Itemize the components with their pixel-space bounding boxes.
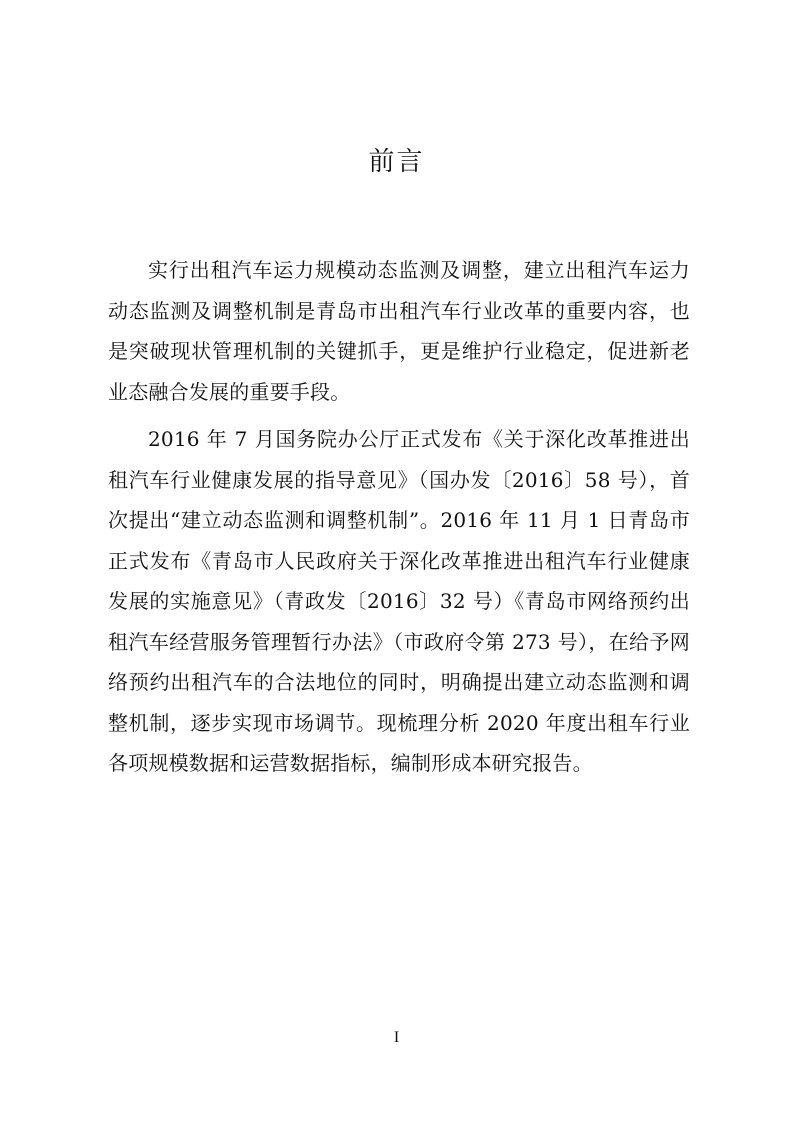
body-text <box>108 250 690 791</box>
page-title: 前言 <box>368 147 425 177</box>
page-number: I <box>393 1029 400 1046</box>
paragraph-2: 2016 年 7 月国务院办公厅正式发布《关于深化改革推进出租汽车行业健康发展的指导意见》（国办发〔2016〕58 号），首次提出“建立动态监测和调整机制”。2016 年 11 月 1 日青岛市正式发布《青岛市人民政府关于深化改革推进出租汽车行业健康发展的实施意见》（青政发〔2016〕32 号）《青岛市网络预约出租汽车经营服务管理暂行办法》（市政府令第 273 号），在给予网络预约出租汽车的合法地位的同时，明确提出建立动态监测和调整机制，逐步实现市场调节。现梳理分析 2020 年度出租车行业各项规模数据和运营数据指标，编制形成本研究报告。 <box>108 427 690 775</box>
paragraph-1: 实行出租汽车运力规模动态监测及调整，建立出租汽车运力动态监测及调整机制是青岛市出租汽车行业改革的重要内容，也是突破现状管理机制的关键抓手，更是维护行业稳定，促进新老业态融合发展的重要手段。 <box>108 258 690 404</box>
